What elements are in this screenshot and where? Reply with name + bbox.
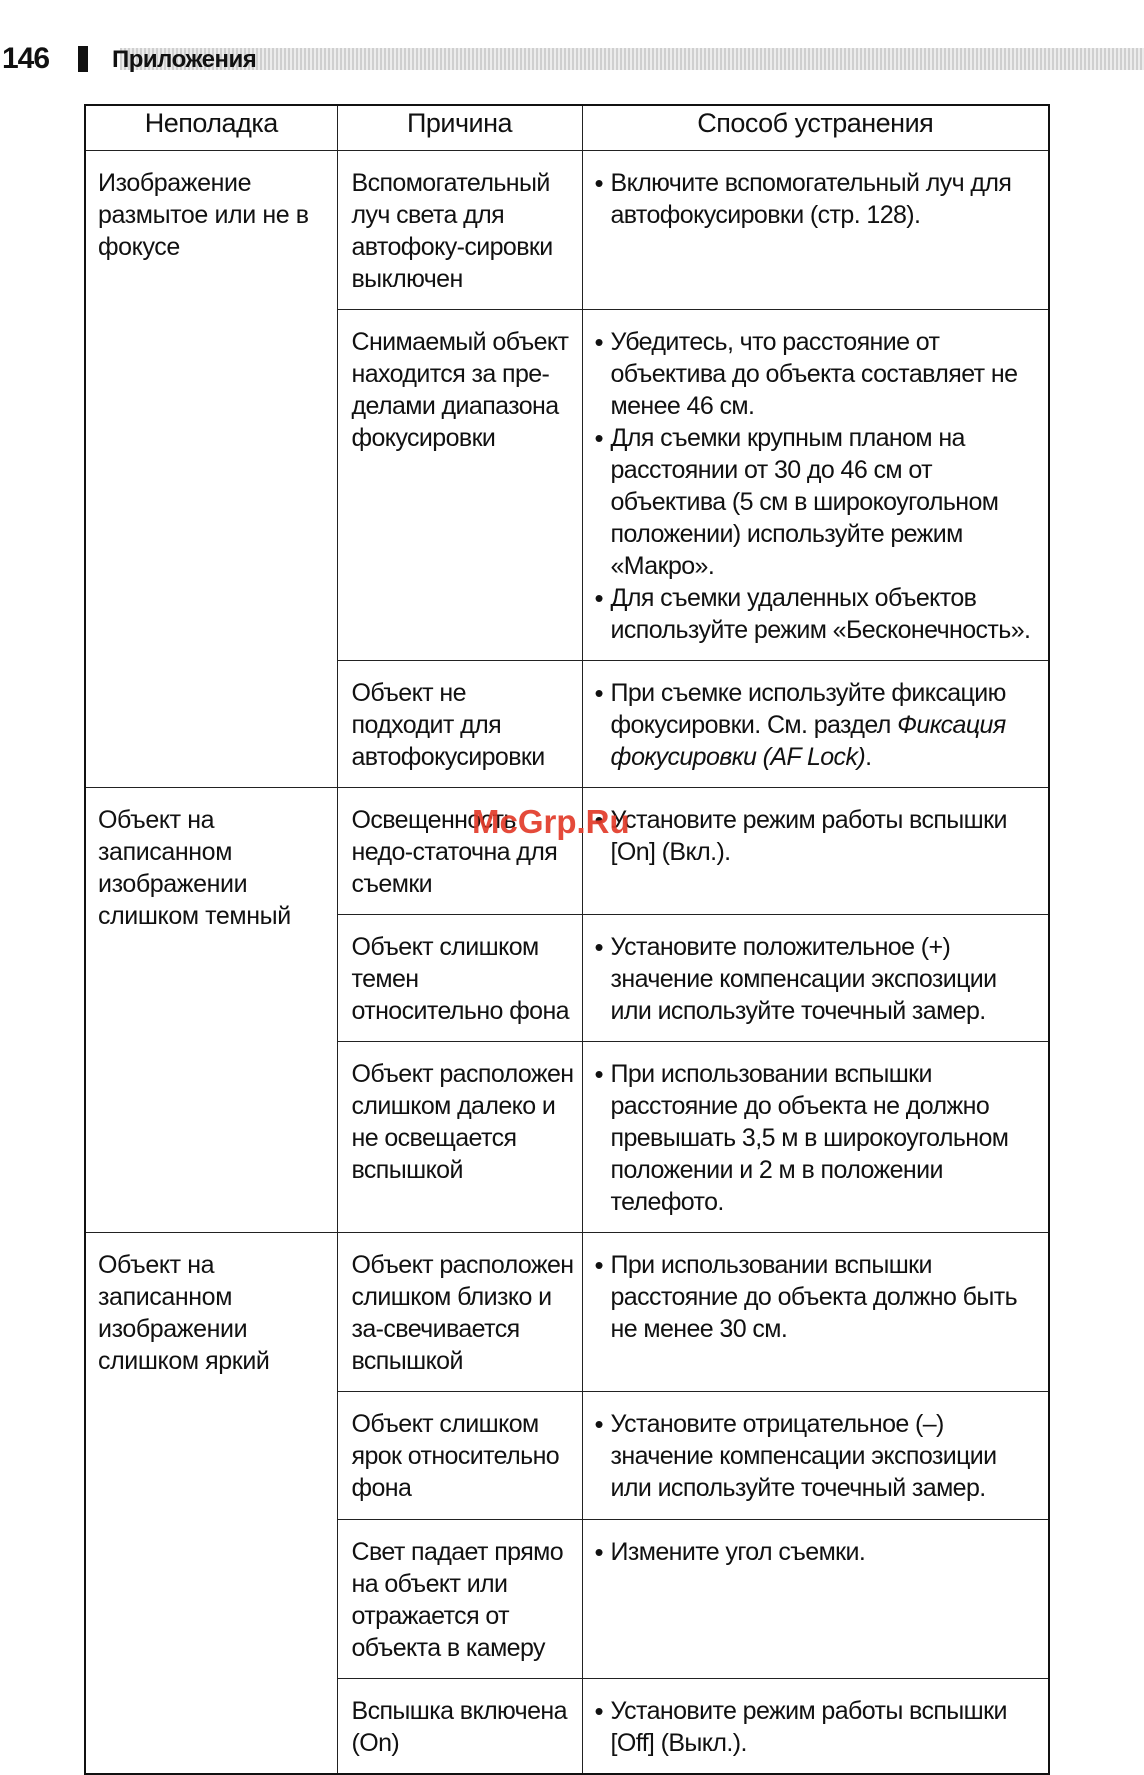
header-divider-bar	[78, 46, 88, 72]
cause-cell: Объект не подходит для автофокусировки	[337, 661, 582, 788]
cause-cell: Снимаемый объект находится за пре-делами диапазона фокусировки	[337, 310, 582, 661]
remedy-item: • При использовании вспышки расстояние до объекта не должно превышать 3,5 м в широкоугольном положении и 2 м в положении телефото.	[595, 1058, 1043, 1218]
remedy-cell	[582, 915, 1049, 1042]
remedy-item: • Установите положительное (+) значение компенсации экспозиции или используйте точечный замер.	[595, 931, 1043, 1027]
page-header	[0, 44, 1144, 74]
remedy-item: • Установите отрицательное (–) значение компенсации экспозиции или используйте точечный замер.	[595, 1408, 1043, 1504]
column-header-problem: Неполадка	[85, 105, 337, 151]
remedy-text: При съемке используйте фиксацию фокусировки. См. раздел	[610, 679, 1006, 739]
remedy-suffix: .	[865, 743, 872, 771]
cause-cell: Вспомогательный луч света для автофоку-сировки выключен	[337, 151, 582, 310]
remedy-item: • Установите режим работы вспышки [On] (Вкл.).	[595, 804, 1043, 868]
remedy-cell	[582, 310, 1049, 661]
remedy-item: • Установите режим работы вспышки [Off] (Выкл.).	[595, 1695, 1043, 1759]
problem-cell: Изображение размытое или не в фокусе	[85, 151, 337, 788]
remedy-cell	[582, 1233, 1049, 1392]
remedy-item: • Измените угол съемки.	[595, 1536, 1043, 1568]
remedy-emphasis: Фиксация фокусировки (AF Lock)	[610, 711, 1006, 771]
remedy-cell	[582, 1042, 1049, 1233]
column-header-remedy: Способ устранения	[582, 105, 1049, 151]
cause-cell: Объект слишком ярок относительно фона	[337, 1392, 582, 1520]
remedy-cell	[582, 788, 1049, 915]
column-header-cause: Причина	[337, 105, 582, 151]
remedy-item: • Для съемки удаленных объектов используйте режим «Бесконечность».	[595, 582, 1043, 646]
remedy-item: • Включите вспомогательный луч для автофокусировки (стр. 128).	[595, 167, 1043, 231]
remedy-cell	[582, 1392, 1049, 1520]
problem-cell: Объект на записанном изображении слишком яркий	[85, 1233, 337, 1775]
problem-cell: Объект на записанном изображении слишком темный	[85, 788, 337, 1233]
table-row	[85, 1233, 1049, 1392]
remedy-cell	[582, 1520, 1049, 1679]
troubleshooting-table	[84, 104, 1050, 1775]
cause-cell: Освещенность недо-статочна для съемки	[337, 788, 582, 915]
cause-cell: Объект расположен слишком близко и за-свечивается вспышкой	[337, 1233, 582, 1392]
remedy-cell	[582, 1679, 1049, 1775]
cause-cell: Объект расположен слишком далеко и не освещается вспышкой	[337, 1042, 582, 1233]
cause-cell: Вспышка включена (On)	[337, 1679, 582, 1775]
table-row	[85, 151, 1049, 310]
cause-cell: Объект слишком темен относительно фона	[337, 915, 582, 1042]
remedy-cell	[582, 151, 1049, 310]
cause-cell: Свет падает прямо на объект или отражается от объекта в камеру	[337, 1520, 582, 1679]
watermark: McGrp.Ru	[472, 803, 630, 840]
header-band	[120, 48, 1144, 70]
remedy-item: • Для съемки крупным планом на расстоянии от 30 до 46 см от объектива (5 см в широкоугольном положении) используйте режим «Макро».	[595, 422, 1043, 582]
page-number: 146	[2, 42, 55, 76]
remedy-item: • При использовании вспышки расстояние до объекта должно быть не менее 30 см.	[595, 1249, 1043, 1345]
remedy-cell	[582, 661, 1049, 788]
remedy-item	[595, 677, 1043, 773]
section-title: Приложения	[112, 46, 257, 73]
table-header-row	[85, 105, 1049, 151]
remedy-item: • Убедитесь, что расстояние от объектива до объекта составляет не менее 46 см.	[595, 326, 1043, 422]
